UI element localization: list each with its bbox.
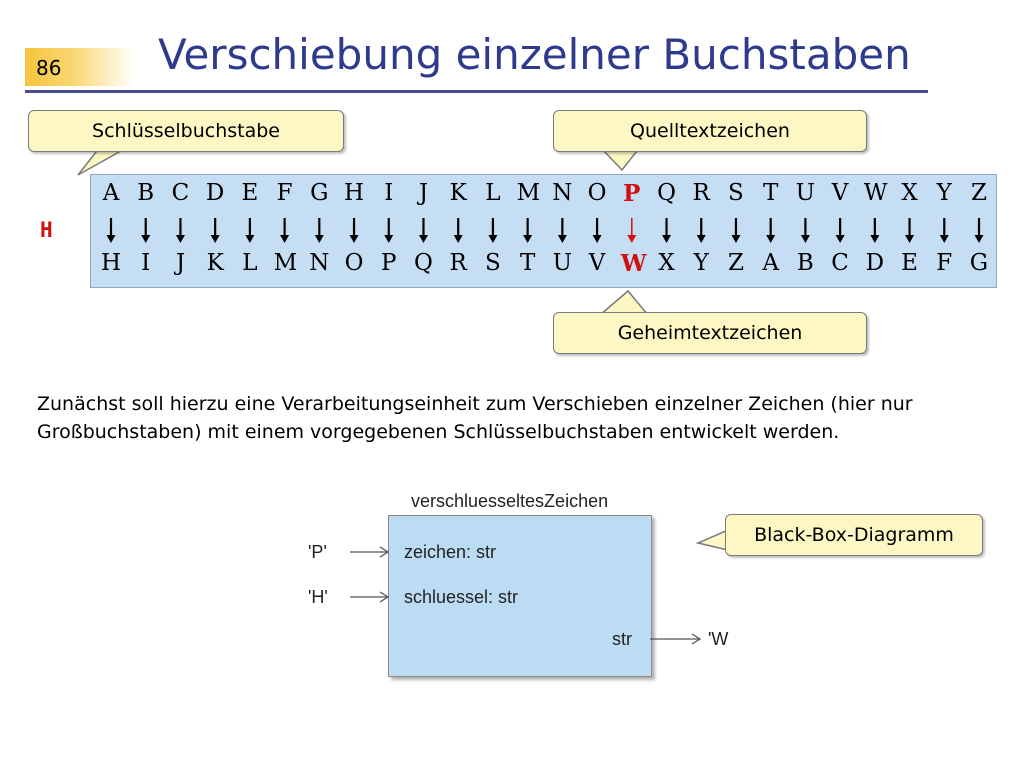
cipher-letter-2: J [175,250,186,276]
plain-letter-8: I [384,180,394,206]
plain-letter-7: H [344,180,365,206]
plain-letter-6: G [310,180,329,206]
plain-letter-25: Z [970,180,987,206]
cipher-letter-7: O [344,250,364,276]
cipher-letter-18: Z [727,250,744,276]
param-zeichen: zeichen: str [404,542,497,562]
plain-letter-13: N [552,180,573,206]
cipher-letter-25: G [969,250,989,276]
plain-letter-19: T [762,180,779,206]
plain-letter-2: C [171,180,190,206]
slide-title: Verschiebung einzelner Buchstaben [158,30,911,79]
plain-letter-22: W [863,180,888,206]
cipher-letter-6: N [309,250,330,276]
cipher-letter-11: S [485,250,501,276]
input-value-schluessel: 'H' [308,587,328,607]
plain-letter-15: P [623,180,641,207]
cipher-letter-24: F [936,250,953,276]
input-value-zeichen: 'P' [308,542,327,562]
plain-letter-4: E [241,180,259,206]
callout-source-char-text: Quelltextzeichen [630,120,790,142]
page-number: 86 [36,56,62,80]
plain-letter-10: K [449,180,467,206]
cipher-letter-13: U [552,250,573,276]
cipher-letter-19: A [762,250,779,276]
plain-letter-3: D [205,180,225,206]
cipher-letter-10: R [449,250,467,276]
plain-letter-21: V [831,180,849,206]
cipher-letter-16: X [658,250,675,276]
cipher-letter-9: Q [414,250,433,276]
plain-letter-20: U [795,180,816,206]
cipher-letter-1: I [141,250,151,276]
plain-letter-12: M [516,180,541,206]
callout-black-box-text: Black-Box-Diagramm [754,524,954,546]
cipher-letter-8: P [381,250,397,276]
plain-letter-5: F [276,180,293,206]
cipher-letter-12: T [519,250,536,276]
plain-letter-0: A [102,180,120,206]
plain-letter-1: B [137,180,155,206]
key-letter: H [40,218,53,242]
plain-letter-23: X [901,180,918,206]
plain-letter-18: S [728,180,744,206]
plain-letter-17: R [692,180,710,206]
cipher-letter-17: Y [693,250,709,276]
cipher-letter-4: L [242,250,258,276]
plain-letter-9: J [418,180,429,206]
callout-key-letter-text: Schlüsselbuchstabe [92,120,280,142]
param-schluessel: schluessel: str [404,587,519,607]
cipher-letter-14: V [588,250,606,276]
cipher-letter-21: C [831,250,849,276]
cipher-letter-23: E [901,250,918,276]
cipher-letter-20: B [796,250,814,276]
callout-cipher-char-text: Geheimtextzeichen [617,322,803,344]
intro-paragraph: Zunächst soll hierzu eine Verarbeitungseinheit zum Verschieben einzelner Zeichen (hier nur Großbuchstaben) mit einem vorgegebenen Schlüsselbuchstaben entwickelt werden. [37,393,913,443]
plain-letter-24: Y [936,180,952,206]
cipher-letter-3: K [206,250,224,276]
output-value: 'W [708,629,729,649]
plain-letter-14: O [587,180,607,206]
output-type: str [612,629,632,649]
plain-letter-11: L [485,180,501,206]
cipher-letter-5: M [273,250,298,276]
black-box-name: verschluesseltesZeichen [411,491,609,511]
cipher-letter-0: H [100,250,122,276]
cipher-letter-15: W [620,250,647,277]
cipher-letter-22: D [865,250,885,276]
plain-letter-16: Q [657,180,676,206]
